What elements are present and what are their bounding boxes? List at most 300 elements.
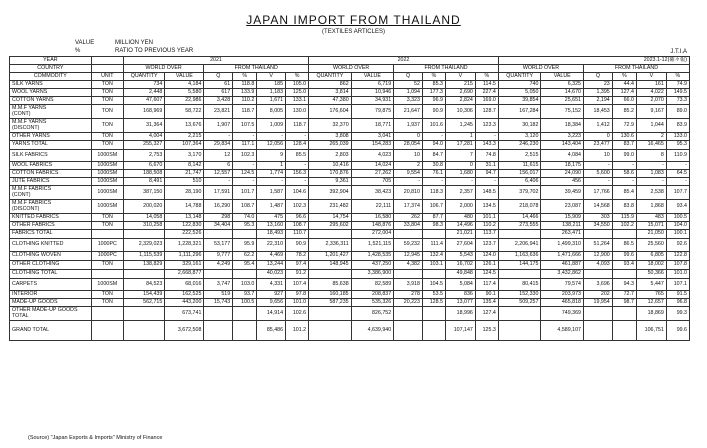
commodity-name (10, 186, 92, 200)
value-cell: 1,521,115 (351, 239, 394, 252)
thailand-header-2022: FROM THAILAND (394, 65, 499, 73)
value-cell: - (636, 162, 666, 170)
value-cell: 4,084 (541, 150, 584, 162)
value-cell: 115.9 (612, 214, 636, 222)
value-cell: - (286, 178, 309, 186)
col-q: Q (584, 73, 613, 81)
value-cell: 255,327 (123, 141, 164, 150)
value-cell: 9,167 (636, 105, 666, 119)
commodity-label-line: CLOTHING KNITTED (12, 241, 64, 248)
value-cell: 9,554 (394, 170, 423, 178)
value-cell: 19,954 (584, 299, 613, 307)
value-cell: 2,668,877 (165, 270, 204, 279)
value-cell: 2,357 (445, 186, 475, 200)
value-cell: 185 (257, 81, 286, 89)
commodity-name (10, 279, 92, 291)
value-cell: 5,447 (636, 279, 666, 291)
value-cell: 84.7 (422, 150, 445, 162)
value-cell: 4,184 (165, 81, 204, 89)
value-cell: 40,023 (257, 270, 286, 279)
value-cell: 3,170 (165, 150, 204, 162)
value-cell: 84,523 (123, 279, 164, 291)
value-cell: 272,004 (351, 230, 394, 239)
value-cell: 4,249 (204, 261, 233, 270)
thailand-header-2021: FROM THAILAND (204, 65, 309, 73)
value-cell: 102.3 (286, 200, 309, 214)
value-cell: 104.6 (286, 186, 309, 200)
value-cell: 18,175 (541, 162, 584, 170)
value-cell (233, 321, 257, 341)
value-cell: 93.7 (233, 291, 257, 299)
value-cell: 0 (394, 133, 423, 141)
value-cell: 13,148 (165, 214, 204, 222)
value-cell: 100.1 (666, 230, 689, 239)
commodity-label-line: GRAND TOTAL (12, 326, 50, 333)
value-cell (204, 307, 233, 321)
value-cell: 14,024 (351, 162, 394, 170)
table-row (10, 279, 690, 291)
value-cell: 34,931 (351, 97, 394, 105)
table-row (10, 321, 690, 341)
value-cell: 47,380 (309, 97, 352, 105)
value-cell: 3,041 (351, 133, 394, 141)
value-cell: 133.1 (286, 97, 309, 105)
value-cell: - (286, 162, 309, 170)
unit-cell (91, 307, 123, 321)
percent-note (75, 48, 193, 54)
source-note: (Source) "Japan Exports & Imports" Ministry of Finance (28, 435, 163, 441)
value-cell: 10 (394, 150, 423, 162)
value-cell: 14,568 (584, 200, 613, 214)
value-cell: 101.1 (475, 214, 498, 222)
value-cell: 218,078 (498, 200, 541, 214)
value-cell: 30,182 (498, 119, 541, 133)
value-cell: 379,702 (498, 186, 541, 200)
value-cell: 107.4 (286, 279, 309, 291)
value-cell: 107.8 (666, 261, 689, 270)
commodity-label-line: COTTON YARNS (12, 96, 54, 103)
value-cell: 128.5 (422, 299, 445, 307)
value-cell: 14,788 (165, 200, 204, 214)
commodity-label-line: SILK FABRICS (12, 151, 48, 158)
value-cell: 1,487 (257, 200, 286, 214)
value-cell (233, 270, 257, 279)
value-cell: 4,469 (257, 252, 286, 261)
commodity-label-line: M.M.F FABRICS (12, 185, 52, 192)
value-cell: - (394, 178, 423, 186)
value-cell: - (475, 178, 498, 186)
value-cell: 443,200 (165, 299, 204, 307)
value-cell: 85.4 (612, 186, 636, 200)
country-header: COUNTRY (10, 65, 92, 73)
value-cell (309, 270, 352, 279)
value-cell: 160,185 (309, 291, 352, 299)
value-cell: 97.4 (286, 261, 309, 270)
value-cell: 59,232 (394, 239, 423, 252)
value-cell: 130.0 (286, 105, 309, 119)
value-cell: 105.0 (286, 81, 309, 89)
value-cell: 836 (445, 291, 475, 299)
value-cell (422, 321, 445, 341)
value-cell: 3,747 (204, 279, 233, 291)
value-cell: 2 (636, 133, 666, 141)
col-q: Q (204, 73, 233, 81)
value-cell: 110.2 (475, 222, 498, 230)
value-cell: 9,361 (309, 178, 352, 186)
value-cell: 2 (394, 162, 423, 170)
value-cell: 2,803 (309, 150, 352, 162)
value-cell: 49,848 (445, 270, 475, 279)
unit-cell (91, 230, 123, 239)
value-cell: 14,466 (498, 214, 541, 222)
value-cell: 103.1 (422, 261, 445, 270)
value-cell: 1,083 (636, 170, 666, 178)
value-cell: 10,946 (351, 89, 394, 97)
value-cell: 1,009 (257, 119, 286, 133)
value-cell: 465,818 (541, 299, 584, 307)
value-cell: 12,945 (394, 252, 423, 261)
value-cell: 562,715 (123, 299, 164, 307)
value-cell: 3,386,900 (351, 270, 394, 279)
unit-cell (91, 270, 123, 279)
table-row (10, 214, 690, 222)
value-cell: 97.8 (286, 291, 309, 299)
value-cell: 10,306 (445, 105, 475, 119)
value-cell: 1,868 (636, 200, 666, 214)
value-cell: 24,090 (541, 170, 584, 178)
header-row-columns (10, 73, 690, 81)
commodity-name (10, 89, 92, 97)
col-pct: % (612, 73, 636, 81)
value-cell: 74.8 (475, 150, 498, 162)
value-cell: 125.3 (475, 321, 498, 341)
value-cell: 74.0 (233, 214, 257, 222)
value-cell: 156.3 (286, 170, 309, 178)
value-cell (123, 270, 164, 279)
commodity-label-line: OTHER FABRICS (12, 221, 55, 228)
commodity-label-line: SILK YARNS (12, 80, 43, 87)
commodity-name (10, 261, 92, 270)
value-cell: 18,493 (257, 230, 286, 239)
value-cell: 101.7 (233, 186, 257, 200)
value-cell: 740 (498, 81, 541, 89)
value-cell: 27,604 (445, 239, 475, 252)
value-cell: 28,190 (165, 186, 204, 200)
value-cell: 387,150 (123, 186, 164, 200)
value-cell: 39,459 (541, 186, 584, 200)
commodity-name (10, 105, 92, 119)
year-2022: 2022 (309, 57, 499, 65)
value-cell (612, 270, 636, 279)
value-cell: 2,000 (445, 200, 475, 214)
value-cell: 4,589,107 (541, 321, 584, 341)
value-cell: 133.9 (233, 89, 257, 97)
value-cell: 107.7 (666, 186, 689, 200)
value-cell: 18,771 (351, 119, 394, 133)
value-cell: 44.4 (612, 81, 636, 89)
value-cell (394, 307, 423, 321)
value-cell: 6,805 (636, 252, 666, 261)
commodity-name (10, 214, 92, 222)
value-cell: 143.3 (475, 141, 498, 150)
value-cell: 1,937 (394, 119, 423, 133)
unit-cell: 1000SM (91, 178, 123, 186)
col-pct: % (475, 73, 498, 81)
value-cell: 169.0 (475, 97, 498, 105)
value-cell: 6,325 (541, 81, 584, 89)
value-cell: 734 (123, 81, 164, 89)
commodity-name (10, 162, 92, 170)
value-cell (422, 230, 445, 239)
value-cell: 617 (204, 89, 233, 97)
value-cell: 25,560 (636, 239, 666, 252)
value-cell: 203,973 (541, 291, 584, 299)
value-cell: 102.3 (233, 150, 257, 162)
value-cell: 102.6 (286, 307, 309, 321)
value-cell: 50,366 (636, 270, 666, 279)
value-cell: 76.1 (422, 170, 445, 178)
value-cell: 3,432,862 (541, 270, 584, 279)
table-row (10, 299, 690, 307)
value-cell: 17,591 (204, 186, 233, 200)
value-cell: - (233, 162, 257, 170)
value-cell (123, 307, 164, 321)
value-cell: 75,152 (541, 105, 584, 119)
value-cell: 74.9 (666, 81, 689, 89)
value-cell: 461,887 (541, 261, 584, 270)
value-cell: 15,743 (204, 299, 233, 307)
value-cell: 202 (584, 291, 613, 299)
value-unit: MILLION YEN (115, 40, 153, 46)
table-row (10, 162, 690, 170)
value-cell: 104.5 (422, 279, 445, 291)
value-cell: 222,526 (165, 230, 204, 239)
value-cell: 17,281 (445, 141, 475, 150)
value-cell (584, 321, 613, 341)
value-cell: 51,264 (584, 239, 613, 252)
value-cell: 130.6 (612, 133, 636, 141)
value-cell: 8,142 (165, 162, 204, 170)
value-cell: 4,004 (123, 133, 164, 141)
value-cell: 148,945 (309, 261, 352, 270)
value-cell: 437,250 (351, 261, 394, 270)
value-cell: 149.5 (666, 89, 689, 97)
percent-key: % (75, 48, 81, 54)
value-cell: 128.7 (475, 105, 498, 119)
value-cell: 34,550 (584, 222, 613, 230)
value-cell: 21,050 (636, 230, 666, 239)
year-2023: 2023.1-12(確々報) (498, 57, 689, 65)
value-cell: 480 (445, 214, 475, 222)
commodity-name (10, 119, 92, 133)
value-cell: 143,404 (541, 141, 584, 150)
value-cell: 39,854 (498, 97, 541, 105)
commodity-name (10, 133, 92, 141)
value-cell: 66.0 (612, 97, 636, 105)
value-cell: - (422, 133, 445, 141)
commodity-name (10, 200, 92, 214)
value-cell: 8,491 (123, 178, 164, 186)
value-cell: 9 (257, 150, 286, 162)
value-cell: 18,002 (636, 261, 666, 270)
value-cell: 126.1 (475, 261, 498, 270)
value-cell: 62.2 (233, 252, 257, 261)
table-row (10, 261, 690, 270)
value-cell (498, 307, 541, 321)
value-cell: 1,201,427 (309, 252, 352, 261)
commodity-name (10, 141, 92, 150)
value-cell: 1,587 (257, 186, 286, 200)
table-row (10, 170, 690, 178)
value-cell: - (422, 178, 445, 186)
commodity-label-line: INTERIOR (12, 290, 38, 297)
value-cell: 118.8 (233, 81, 257, 89)
value-cell: 68,016 (165, 279, 204, 291)
value-cell: 107,364 (165, 141, 204, 150)
value-cell: 23,477 (584, 141, 613, 150)
unit-cell: 1000SM (91, 162, 123, 170)
value-cell: 23,087 (541, 200, 584, 214)
value-cell: 826,752 (351, 307, 394, 321)
value-cell: 1,412 (584, 119, 613, 133)
table-row (10, 150, 690, 162)
unit-cell: TON (91, 105, 123, 119)
table-row (10, 105, 690, 119)
unit-cell: TON (91, 133, 123, 141)
value-cell: 89.0 (666, 105, 689, 119)
value-cell: 200,020 (123, 200, 164, 214)
value-cell: 127.4 (475, 307, 498, 321)
value-cell: 98.7 (612, 299, 636, 307)
value-cell: 1,115,539 (123, 252, 164, 261)
value-cell: 144,175 (498, 261, 541, 270)
value-cell: 20,223 (394, 299, 423, 307)
value-cell: 96.6 (286, 214, 309, 222)
value-cell: 101.6 (422, 119, 445, 133)
value-cell: - (612, 162, 636, 170)
commodity-label-line: OTHER YARNS (12, 132, 50, 139)
value-cell: 475 (257, 214, 286, 222)
commodity-name (10, 291, 92, 299)
value-cell: 134.5 (475, 200, 498, 214)
value-cell: 118.7 (286, 119, 309, 133)
value-cell: 100.5 (233, 299, 257, 307)
value-cell: 927 (257, 291, 286, 299)
value-cell: 87.7 (422, 214, 445, 222)
commodity-label-line: JUTE FABRICS (12, 177, 50, 184)
commodity-label-line: YARNS TOTAL (12, 141, 48, 148)
header-row-year (10, 57, 690, 65)
value-cell: 10 (584, 150, 613, 162)
percent-meaning: RATIO TO PREVIOUS YEAR (115, 48, 194, 54)
commodity-label-line: CLOTHING WOVEN (12, 252, 61, 259)
value-cell: 53.5 (422, 291, 445, 299)
value-cell: 122,830 (165, 222, 204, 230)
value-cell: 2,515 (498, 150, 541, 162)
value-cell: 154,283 (351, 141, 394, 150)
value-cell: 12,900 (584, 252, 613, 261)
value-cell: 61 (204, 81, 233, 89)
value-cell: 2,215 (165, 133, 204, 141)
value-cell: 106,751 (636, 321, 666, 341)
value-cell: 79,574 (541, 279, 584, 291)
value-cell: 7 (445, 150, 475, 162)
value-cell: 14,670 (541, 89, 584, 97)
value-cell: 1,471,666 (541, 252, 584, 261)
unit-cell: 1000SM (91, 200, 123, 214)
value-cell (612, 321, 636, 341)
value-cell: 28,054 (394, 141, 423, 150)
value-cell: 483 (636, 214, 666, 222)
commodity-name (10, 81, 92, 89)
value-cell: 167,284 (498, 105, 541, 119)
unit-cell: TON (91, 214, 123, 222)
value-cell: 99.0 (612, 150, 636, 162)
year-2021: 2021 (123, 57, 308, 65)
organization-label: J.T.I.A (670, 49, 687, 55)
value-cell: 22,111 (351, 200, 394, 214)
col-v: V (636, 73, 666, 81)
value-cell: 18,384 (541, 119, 584, 133)
value-cell: 117.4 (475, 279, 498, 291)
value-cell (498, 321, 541, 341)
value-cell (584, 270, 613, 279)
value-cell: 118.3 (422, 186, 445, 200)
table-row (10, 81, 690, 89)
value-cell: 98.3 (422, 222, 445, 230)
value-cell: 93.4 (612, 261, 636, 270)
value-cell: 18,453 (584, 105, 613, 119)
value-cell: 6 (204, 162, 233, 170)
value-cell: 123.3 (475, 119, 498, 133)
col-value: VALUE (351, 73, 394, 81)
value-cell: 124.0 (475, 252, 498, 261)
value-cell: 263,471 (541, 230, 584, 239)
value-cell: 14,754 (309, 214, 352, 222)
commodity-name (10, 222, 92, 230)
commodity-name (10, 321, 92, 341)
value-cell: 103.0 (233, 279, 257, 291)
value-cell: 101.0 (666, 270, 689, 279)
value-cell: 2,824 (445, 97, 475, 105)
commodity-header: COMMODITY (10, 73, 92, 81)
unit-cell: TON (91, 291, 123, 299)
value-cell: 25,651 (541, 97, 584, 105)
value-cell: 22,986 (165, 97, 204, 105)
value-cell: 83.7 (612, 141, 636, 150)
value-cell: 749,369 (541, 307, 584, 321)
value-cell: 106.7 (422, 200, 445, 214)
col-pct: % (666, 73, 689, 81)
value-cell: 15,909 (541, 214, 584, 222)
value-cell: 1 (445, 133, 475, 141)
value-cell: 156,017 (498, 170, 541, 178)
value-cell: 5,600 (584, 170, 613, 178)
value-cell: 21,747 (165, 170, 204, 178)
value-cell: 16,580 (351, 214, 394, 222)
value-cell: 161 (636, 81, 666, 89)
value-cell: 154,439 (123, 291, 164, 299)
value-cell: 107,147 (445, 321, 475, 341)
value-cell: 862 (309, 81, 352, 89)
value-cell: 13,160 (257, 222, 286, 230)
unit-cell: 1000SM (91, 150, 123, 162)
value-cell: 124.5 (233, 170, 257, 178)
value-cell: 34,404 (204, 222, 233, 230)
value-cell: 535,326 (351, 299, 394, 307)
value-cell: 1,044 (636, 119, 666, 133)
value-cell: 1,183 (257, 89, 286, 97)
